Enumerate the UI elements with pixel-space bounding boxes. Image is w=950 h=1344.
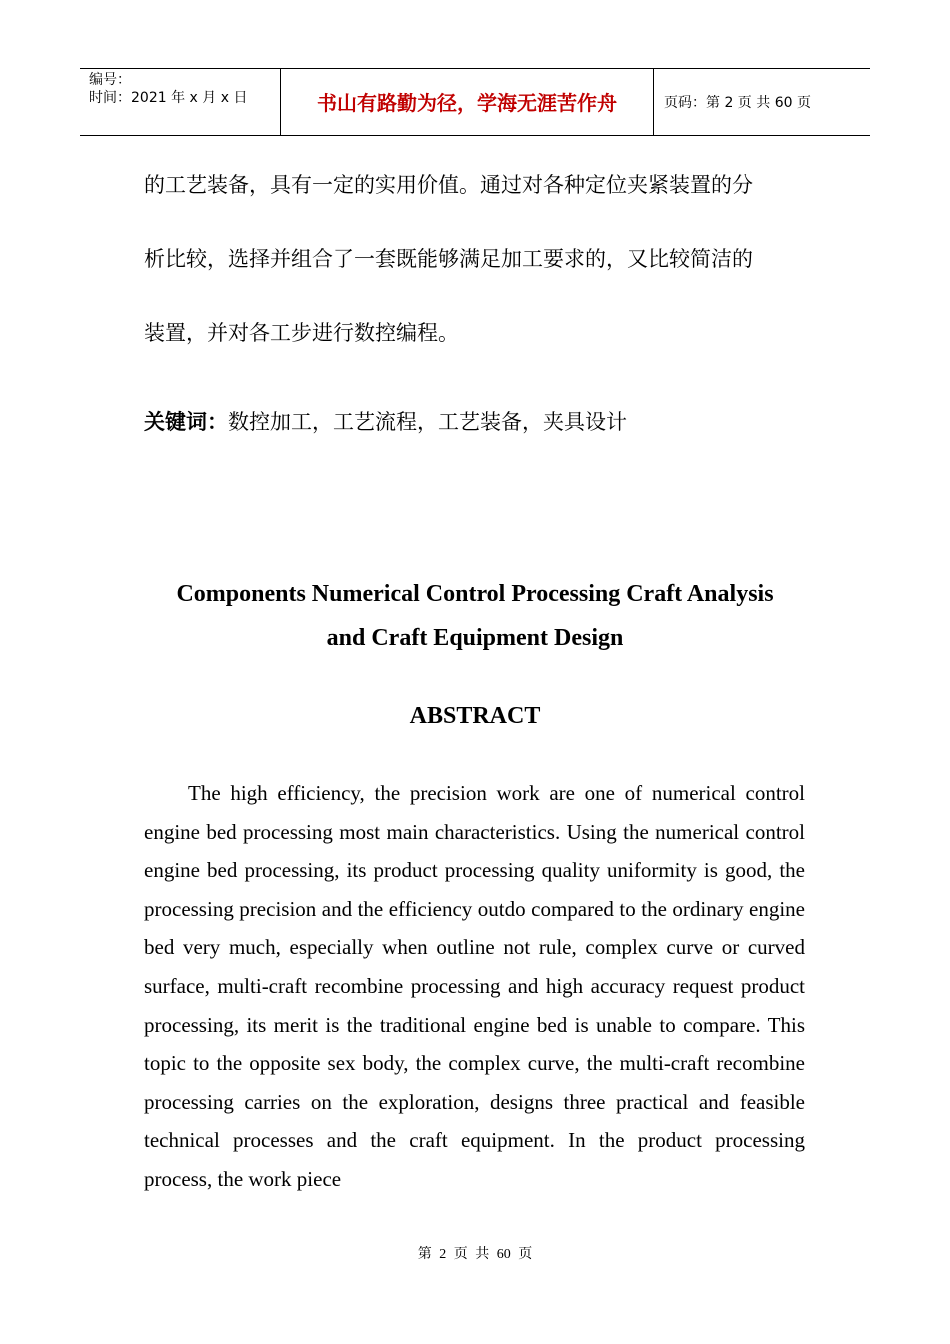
- chinese-abstract-line: 装置，并对各工步进行数控编程。: [144, 321, 459, 345]
- chinese-abstract-line: 析比较，选择并组合了一套既能够满足加工要求的，又比较简洁的: [144, 247, 753, 271]
- english-title-line-1: Components Numerical Control Processing Craft Analysis: [176, 581, 774, 607]
- keywords-label: 关键词：: [144, 410, 228, 434]
- header-page-info: 页码：第 2 页 共 60 页: [664, 95, 811, 111]
- keywords-text: 数控加工，工艺流程，工艺装备，夹具设计: [228, 410, 627, 434]
- document-number-label: 编号：: [89, 72, 131, 88]
- page-header: [80, 68, 870, 136]
- abstract-heading: ABSTRACT: [409, 703, 541, 729]
- english-title: [100, 572, 850, 660]
- document-date-label: 时间：2021 年 x 月 x 日: [89, 90, 248, 106]
- page-footer: 第 2 页 共 60 页: [417, 1247, 533, 1262]
- keywords-line: [144, 400, 627, 444]
- chinese-abstract-line: 的工艺装备，具有一定的实用价值。通过对各种定位夹紧装置的分: [144, 173, 753, 197]
- chinese-abstract-paragraph: [144, 148, 806, 370]
- header-motto: 书山有路勤为径，学海无涯苦作舟: [281, 69, 654, 135]
- english-abstract-body: The high efficiency, the precision work are one of numerical control engine bed processing most main characteristics. Using the numerical control engine bed processing, its product processing quality uniformity is good, the processing precision and the efficiency outdo compared to the ordinary engine bed very much, especially when outline not rule, complex curve or curved surface, multi-craft recombine processing and high accuracy request product processing, its merit is the traditional engine bed is unable to compare. This topic to the opposite sex body, the complex curve, the multi-craft recombine processing carries on the exploration, designs three practical and feasible technical processes and the craft equipment. In the product processing process, the work piece: [144, 781, 805, 1191]
- header-meta-cell: [80, 69, 281, 135]
- english-title-line-2: and Craft Equipment Design: [326, 625, 624, 651]
